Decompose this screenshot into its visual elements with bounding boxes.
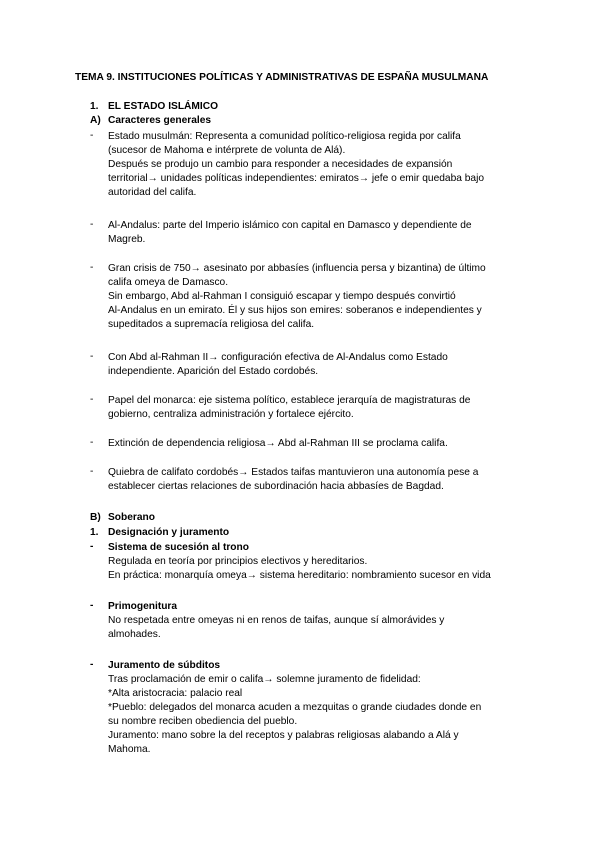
list-bullet: - xyxy=(90,351,94,362)
text-line: establecer ciertas relaciones de subordinación hacia abbasíes de Bagdad. xyxy=(108,481,444,492)
text-line: Quiebra de califato cordobés→ Estados taifas mantuvieron una autonomía pese a xyxy=(108,467,479,478)
text-line: Regulada en teoría por principios electivos y hereditarios. xyxy=(108,556,368,567)
section-heading xyxy=(90,101,218,112)
text-line: Tras proclamación de emir o califa→ solemne juramento de fidelidad: xyxy=(108,674,421,685)
text-line: Magreb. xyxy=(108,234,146,245)
item-heading: Primogenitura xyxy=(108,601,178,612)
page-title: TEMA 9. INSTITUCIONES POLÍTICAS Y ADMINISTRATIVAS DE ESPAÑA MUSULMANA xyxy=(75,72,489,83)
subsection-b-heading xyxy=(90,512,155,523)
text-line: En práctica: monarquía omeya→ sistema hereditario: nombramiento sucesor en vida xyxy=(108,570,491,581)
text-line: Juramento: mano sobre la del receptos y palabras religiosas alabando a Alá y xyxy=(108,730,459,741)
text-line: Gran crisis de 750→ asesinato por abbasíes (influencia persa y bizantina) de último xyxy=(108,263,486,274)
list-bullet: - xyxy=(90,659,94,670)
subsection-title: Designación y juramento xyxy=(108,527,230,538)
text-line: Estado musulmán: Representa a comunidad político-religiosa regida por califa xyxy=(108,131,461,142)
subsection-label: A) xyxy=(90,115,101,126)
list-bullet: - xyxy=(90,394,94,405)
text-line: Mahoma. xyxy=(108,744,151,755)
subsection-a-heading xyxy=(90,115,211,126)
subsection-title: Caracteres generales xyxy=(108,115,212,126)
text-line: Sin embargo, Abd al-Rahman I consiguió escapar y tiempo después convirtió xyxy=(108,291,456,302)
text-line: gobierno, centraliza administración y fortalece ejército. xyxy=(108,409,354,420)
list-bullet: - xyxy=(90,130,94,141)
text-line: *Pueblo: delegados del monarca acuden a mezquitas o grande ciudades donde en xyxy=(108,702,482,713)
list-bullet: - xyxy=(90,466,94,477)
text-line: (sucesor de Mahoma e intérprete de volunta de Alá). xyxy=(108,145,346,156)
text-line: independiente. Aparición del Estado cordobés. xyxy=(108,366,319,377)
text-line: supeditados a supremacía religiosa del califa. xyxy=(108,319,315,330)
text-line: almohades. xyxy=(108,629,161,640)
subsection-title: Soberano xyxy=(108,512,155,523)
item-heading: Sistema de sucesión al trono xyxy=(108,542,249,553)
text-line: Al-Andalus: parte del Imperio islámico con capital en Damasco y dependiente de xyxy=(108,220,472,231)
text-line: Extinción de dependencia religiosa→ Abd al-Rahman III se proclama califa. xyxy=(108,438,448,449)
subsection-label: 1. xyxy=(90,527,99,538)
text-line: Al-Andalus en un emirato. Él y sus hijos son emires: soberanos e independientes y xyxy=(108,305,482,316)
text-line: Con Abd al-Rahman II→ configuración efectiva de Al-Andalus como Estado xyxy=(108,352,448,363)
section-title: EL ESTADO ISLÁMICO xyxy=(108,101,218,112)
text-line: No respetada entre omeyas ni en renos de taifas, aunque sí almorávides y xyxy=(108,615,445,626)
list-bullet: - xyxy=(90,219,94,230)
list-bullet: - xyxy=(90,541,94,552)
text-line: Después se produjo un cambio para responder a necesidades de expansión xyxy=(108,159,453,170)
text-line: territorial→ unidades políticas independientes: emiratos→ jefe o emir quedaba bajo xyxy=(108,173,485,184)
list-bullet: - xyxy=(90,437,94,448)
text-line: *Alta aristocracia: palacio real xyxy=(108,688,243,699)
subsection-label: B) xyxy=(90,512,101,523)
text-line: califa omeya de Damasco. xyxy=(108,277,229,288)
item-heading: Juramento de súbditos xyxy=(108,660,221,671)
text-line: su nombre reciben obediencia del pueblo. xyxy=(108,716,298,727)
section-number: 1. xyxy=(90,101,99,112)
text-line: Papel del monarca: eje sistema político, establece jerarquía de magistraturas de xyxy=(108,395,471,406)
list-bullet: - xyxy=(90,262,94,273)
text-line: autoridad del califa. xyxy=(108,187,197,198)
list-bullet: - xyxy=(90,600,94,611)
subsection-1-heading xyxy=(90,527,229,538)
